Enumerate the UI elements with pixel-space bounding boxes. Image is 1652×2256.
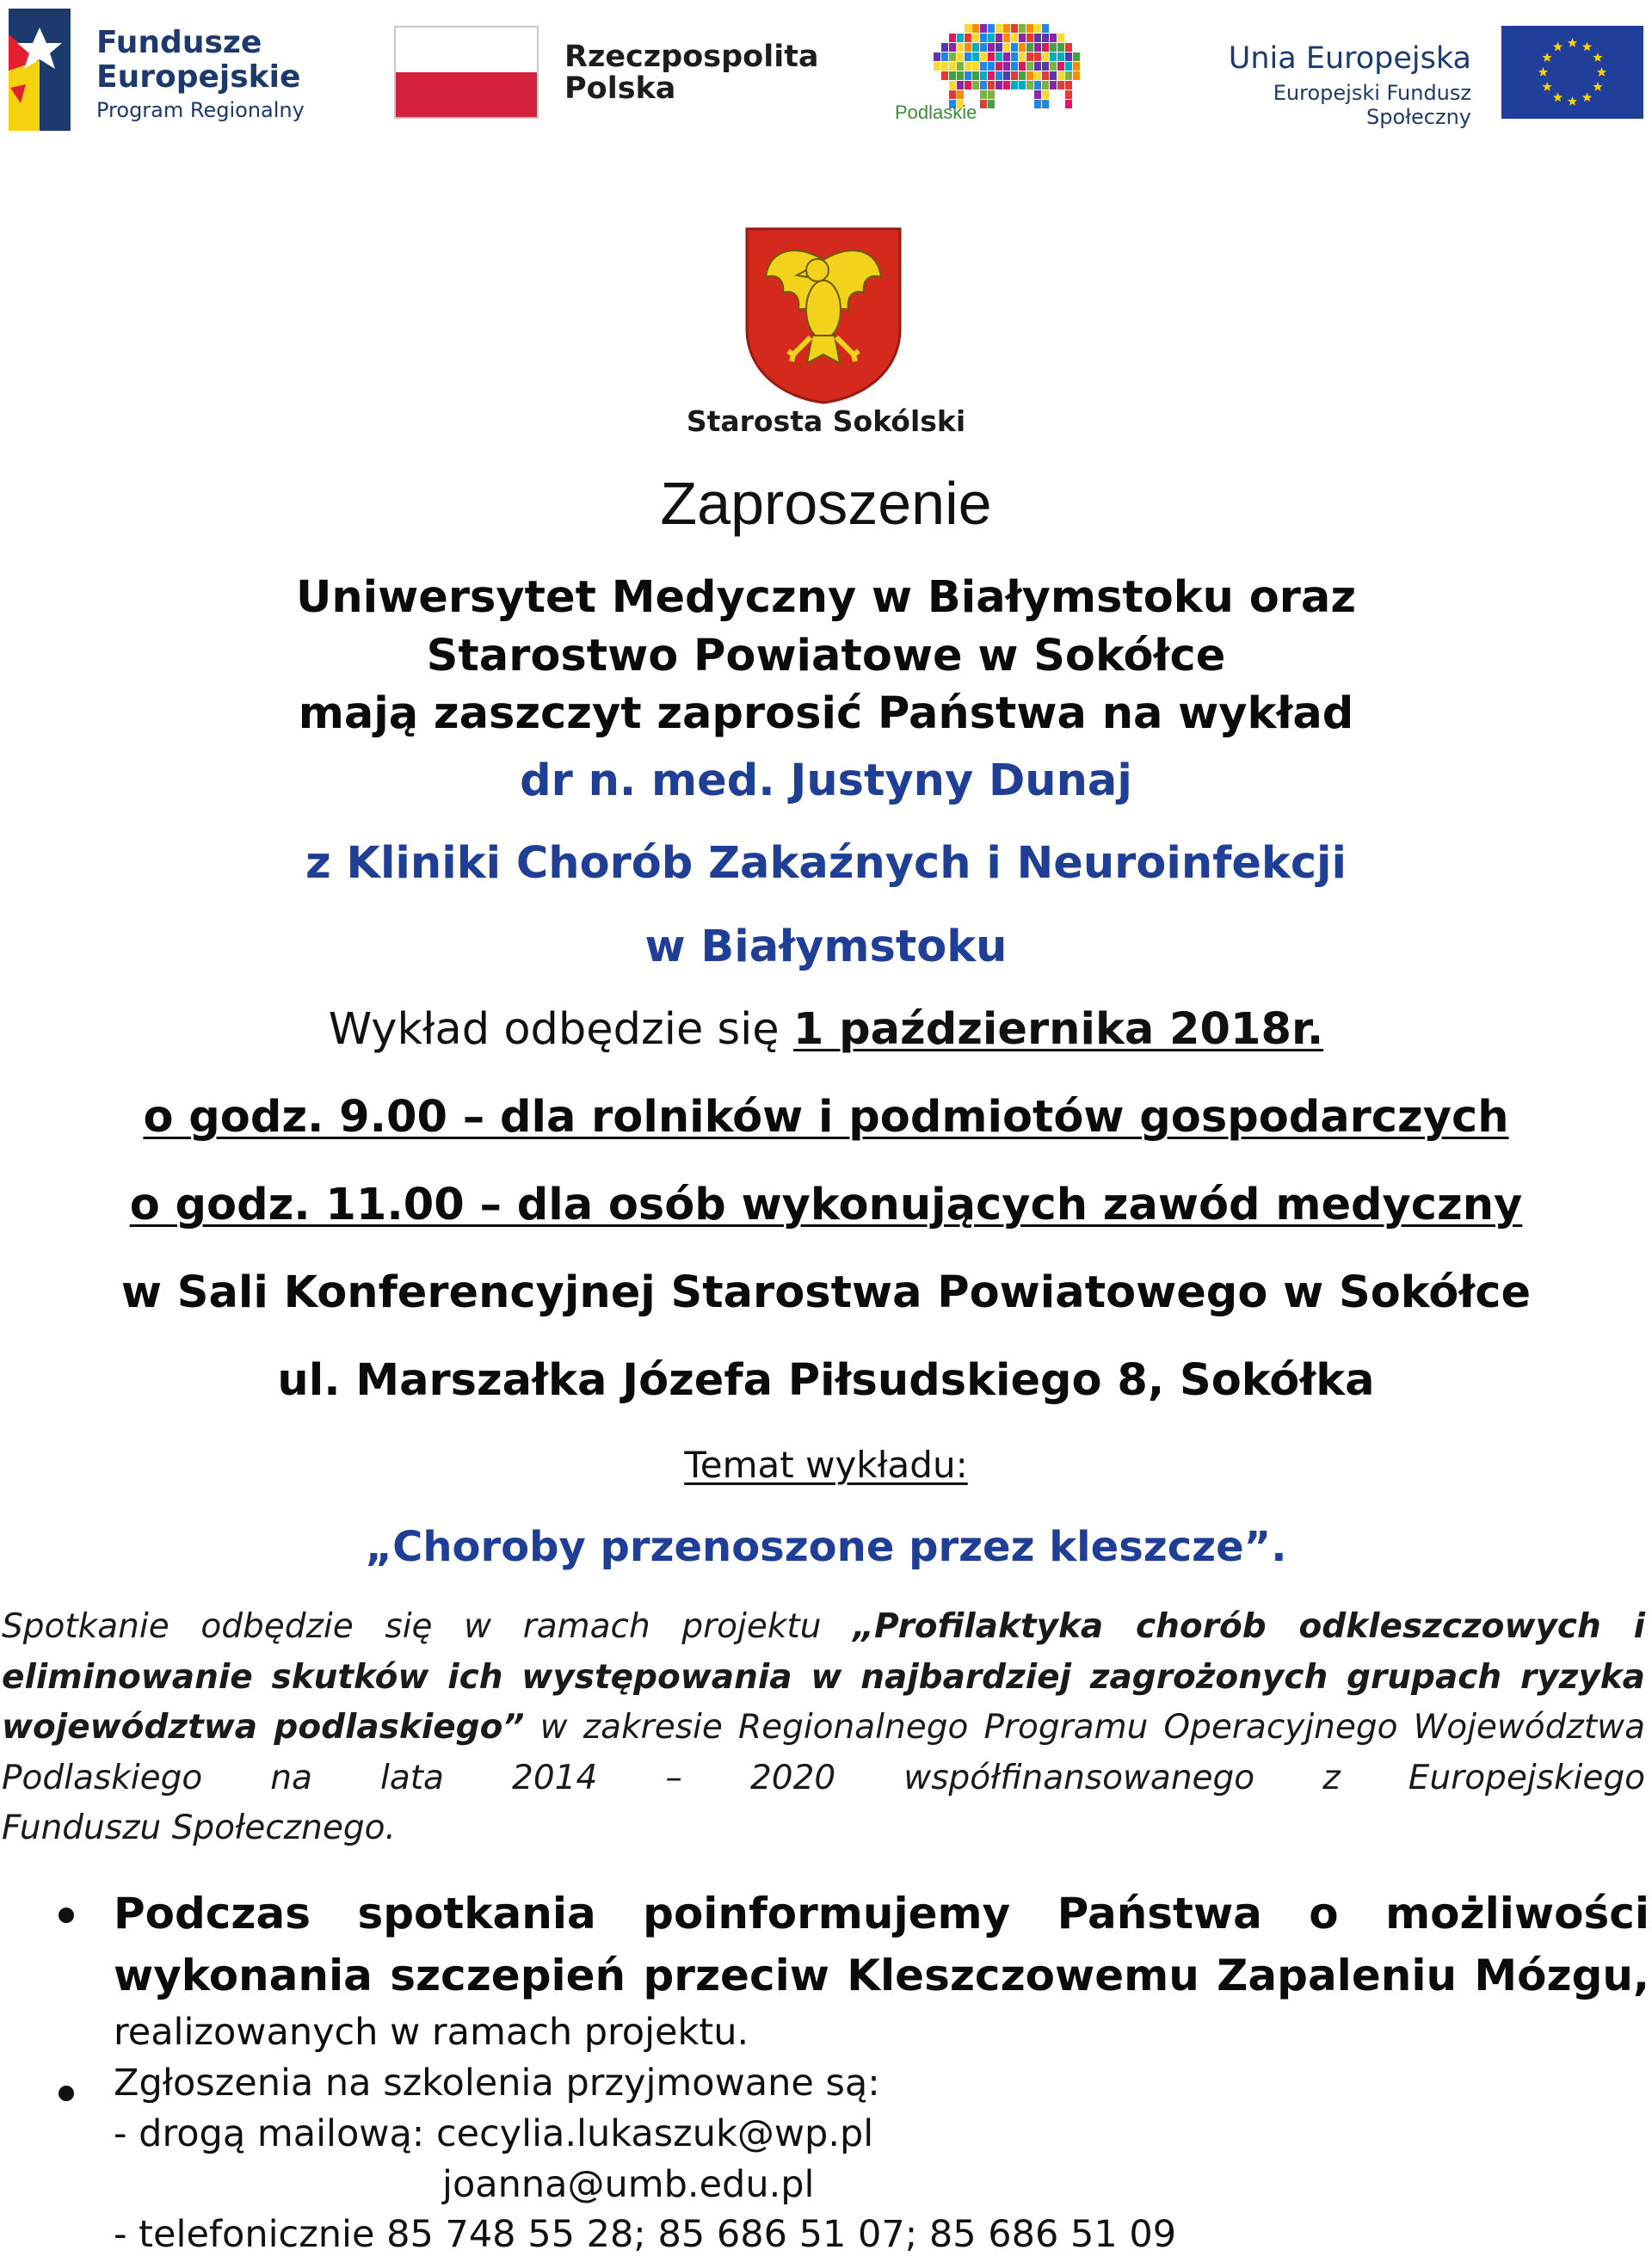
speaker-city: w Białymstoku [644, 922, 1008, 972]
eu-flag [1501, 26, 1643, 119]
venue: w Sali Konferencyjnej Starostwa Powiatowego w Sokółce [120, 1267, 1532, 1318]
unia-europejska-text [1174, 41, 1471, 129]
poland-flag [394, 26, 539, 119]
project-last-line: Funduszu Społecznego. [2, 1809, 396, 1847]
fundusze-europejskie-logo [9, 9, 71, 131]
bullet-dot-1 [59, 1908, 74, 1923]
speaker-name: dr n. med. Justyny Dunaj [520, 755, 1132, 806]
fundusze-europejskie-text [96, 26, 305, 122]
project-suffix: w zakresie Regionalnego Programu Operacyjnego Województwa Podlaskiego na lata 2014 – 2020 współfinansowanego z Europejskiego [2, 1708, 1645, 1797]
bullet-1 [114, 1883, 1649, 2058]
date-prefix: Wykład odbędzie się [328, 1004, 793, 1055]
fe-line1: Fundusze [96, 25, 262, 60]
intro-line-1: Uniwersytet Medyczny w Białymstoku oraz [295, 572, 1357, 623]
bullet2-line1: Zgłoszenia na szkolenia przyjmowane są: [114, 2062, 880, 2105]
bullet1-line1: Podczas spotkania poinformujemy Państwa o możliwości [114, 1889, 1649, 1939]
project-name: „Profilaktyka chorób odkleszczowych i eliminowanie skutków ich występowania w najbardziej zagrożonych grupach ryzyka województwa podlaskiego” [2, 1607, 1645, 1747]
starosta-label: Starosta Sokólski [686, 404, 966, 438]
coat-of-arms-eagle [743, 225, 903, 406]
lecture-date-line [0, 1004, 1652, 1055]
project-prefix: Spotkanie odbędzie się w ramach projektu [2, 1607, 854, 1646]
rzeczpospolita-text [564, 41, 819, 105]
topic-label: Temat wykładu: [684, 1444, 968, 1486]
bullet2-phone-line: - telefonicznie 85 748 55 28; 85 686 51 07; 85 686 51 09 [114, 2213, 1177, 2256]
intro-line-2: Starostwo Powiatowe w Sokółce [426, 631, 1226, 681]
project-paragraph [2, 1602, 1645, 1854]
fe-line2: Europejskie [96, 59, 301, 95]
rp-line1: Rzeczpospolita [564, 40, 819, 74]
intro-line-3: mają zaszczyt zaprosić Państwa na wykład [298, 688, 1354, 739]
session-2: o godz. 11.00 – dla osób wykonujących zawód medyczny [129, 1180, 1523, 1230]
bullet1-line2: wykonania szczepień przeciw Kleszczowemu Zapaleniu Mózgu, [114, 1951, 1649, 2000]
fe-line3: Program Regionalny [96, 98, 305, 123]
session-1: o godz. 9.00 – dla rolników i podmiotów gospodarczych [143, 1092, 1509, 1143]
rp-line2: Polska [564, 71, 676, 106]
ue-line2: Europejski Fundusz Społeczny [1273, 81, 1471, 129]
bullet2-email-line[interactable]: - drogą mailową: cecylia.lukaszuk@wp.pl [114, 2112, 874, 2155]
date-value: 1 października 2018r. [792, 1004, 1324, 1055]
bullet1-line3: realizowanych w ramach projektu. [114, 2011, 749, 2054]
bullet-dot-2 [59, 2086, 74, 2101]
topic-title: „Choroby przenoszone przez kleszcze”. [365, 1523, 1287, 1571]
page-title: Zaproszenie [660, 470, 992, 537]
ue-line1: Unia Europejska [1228, 41, 1471, 76]
speaker-clinic: z Kliniki Chorób Zakaźnych i Neuroinfekcji [305, 838, 1347, 889]
bullet2-email2[interactable]: joanna@umb.edu.pl [442, 2163, 815, 2206]
address: ul. Marszałka Józefa Piłsudskiego 8, Sokółka [277, 1355, 1375, 1406]
podlaskie-label: Podlaskie [895, 102, 977, 123]
